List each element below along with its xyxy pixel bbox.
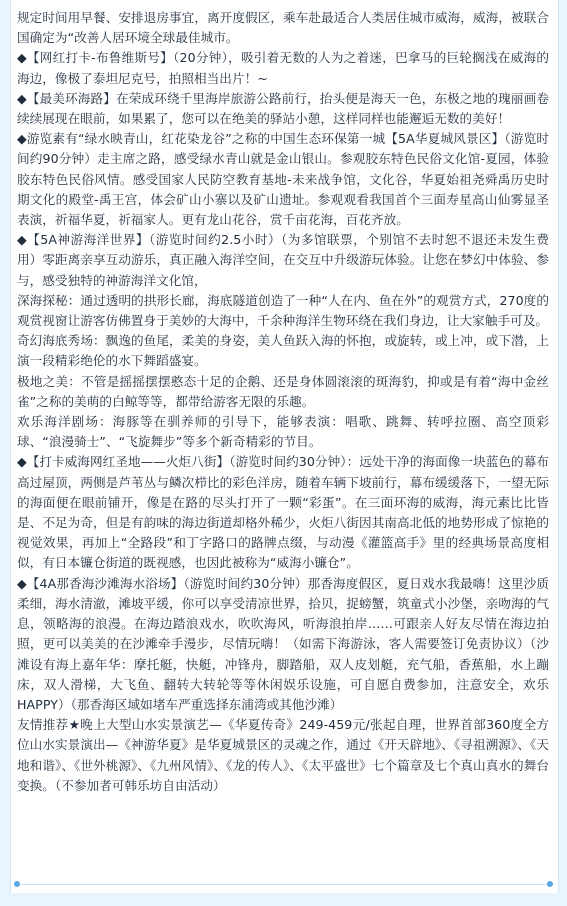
footer-dot-right (547, 881, 553, 887)
paragraph-torch-street: ◆【打卡威海网红圣地——火炬八街】（游览时间约30分钟）：远处干净的海面像一块蓝色的幕布高过屋顶，两侧是芦苇丛与鳞次栉比的彩色洋房，随着车辆下坡前行，幕布缓缓落下，一望无际的海面便在眼前铺开，像是在路的尽头打开了一颗“彩蛋”。在三面环海的威海，海元素比比皆是、不足为奇，但是有韵味的海边街道却格外稀少，火炬八街因其南高北低的地势形成了惊艳的视觉效果，再加上“全路段”和丁字路口的路牌点缀，与动漫《灌篮高手》里的经典场景高度相似，有日本镰仓街道的既视感，也因此被称为“威海小镰仓”。 (17, 454, 549, 571)
itinerary-text (17, 8, 549, 796)
paragraph-ocean-world: ◆【5A神游海洋世界】（游览时间约2.5小时）（为多馆联票，个别馆不去时恕不退还未发生费用）零距离亲享互动游乐，真正融入海洋空间，在交互中升级游玩体验。让您在梦幻中体验、参与，感受独特的神游海洋文化馆， (17, 232, 549, 288)
paragraph-show-recommendation: 友情推荐★晚上大型山水实景演艺—《华夏传奇》249-459元/张起自理，世界首部360度全方位山水实景演出—《神游华夏》是华夏城景区的灵魂之作，通过《开天辟地》、《寻祖溯源》、《天地和谐》、《世外桃源》、《九州风情》、《龙的传人》、《太平盛世》七个篇章及七个真山真水的舞台变换。（不参加者可韩乐坊自由活动） (17, 717, 549, 793)
paragraph-beach: ◆【4A那香海沙滩海水浴场】（游览时间约30分钟）那香海度假区，夏日戏水我最嗨！这里沙质柔细，海水清澈，滩坡平缓，你可以享受清凉世界，拾贝，捉螃蟹，筑童式小沙堡，亲吻海的气息，领略海的浪漫。在海边踏浪戏水，吹吹海风，听海浪拍岸……可跟亲人好友尽情在海边拍照，更可以美美的在沙滩牵手漫步，尽情玩嗨！（如需下海游泳，客人需要签订免责协议）（沙滩设有海上嘉年华：摩托艇，快艇，冲锋舟，脚踏船，双人皮划艇，充气船，香蕉船，水上蹦床，双人滑梯，大飞鱼、翻转大转轮等等休闲娱乐设施，可自愿自费参加，注意安全，欢乐HAPPY）（那香海区域如堵车严重选择东浦湾或其他沙滩） (17, 575, 549, 712)
paragraph-huaxia-city: ◆游览素有“绿水映青山，红花染龙谷”之称的中国生态环保第一城【5A华夏城风景区】（游览时间约90分钟）走主席之路，感受绿水青山就是金山银山。参观胶东特色民俗文化馆-夏园，体验胶东特色民俗风情。感受国家人民防空教育基地-未来战争馆，文化谷，华夏始祖尧舜禹历史时期文化的殿堂-禹王宫，体会矿山小寨以及矿山遗址。参观观看我国首个三面寿星高山仙雾显圣表演，祈福华夏，祈福家人。更有龙山花谷，赏千亩花海，百花齐放。 (17, 131, 549, 228)
footer-divider (14, 884, 553, 885)
paragraph-ocean-theater: 欢乐海洋剧场：海豚等在驯养师的引导下，能够表演：唱歌、跳舞、转呼拉圈、高空顶彩球、“浪漫骑士”、“飞旋舞步”等多个新奇精彩的节目。 (17, 414, 549, 450)
paragraph-deep-sea: 深海探秘：通过透明的拱形长廊，海底隧道创造了一种“人在内、鱼在外”的观赏方式，270度的观赏视窗让游客仿佛置身于美妙的大海中，千余种海洋生物环绕在我们身边，让大家触手可及。 (17, 292, 549, 329)
paragraph-checkout: 规定时间用早餐、安排退房事宜，离开度假区，乘车赴最适合人类居住城市威海，威海，被联合国确定为“改善人居环境全球最佳城市。 (17, 10, 549, 46)
paragraph-mermaid-show: 奇幻海底秀场：飘逸的鱼尾，柔美的身姿，美人鱼跃入海的怀抱，或旋转，或上冲，或下潜，上演一段精彩绝伦的水下舞蹈盛宴。 (17, 333, 549, 369)
footer-dot-left (14, 881, 20, 887)
paragraph-bluevis: ◆【网红打卡-布鲁维斯号】（20分钟），吸引着无数的人为之着迷，巴拿马的巨轮搁浅在威海的海边，像极了泰坦尼克号，拍照相当出片！~ (17, 50, 549, 86)
paragraph-coastal-road: ◆【最美环海路】在荣成环绕千里海岸旅游公路前行，抬头便是海天一色，东极之地的瑰丽画卷续续展现在眼前，如果累了，您可以在绝美的驿站小憩，这样同样也能邂逅无数的美好！ (17, 90, 549, 127)
paragraph-polar: 极地之美：不管是摇摇摆摆憨态十足的企鹅、还是身体圆滚滚的斑海豹，抑或是有着“海中金丝雀”之称的美萌的白鲸等等，都带给游客无限的乐趣。 (17, 373, 549, 409)
